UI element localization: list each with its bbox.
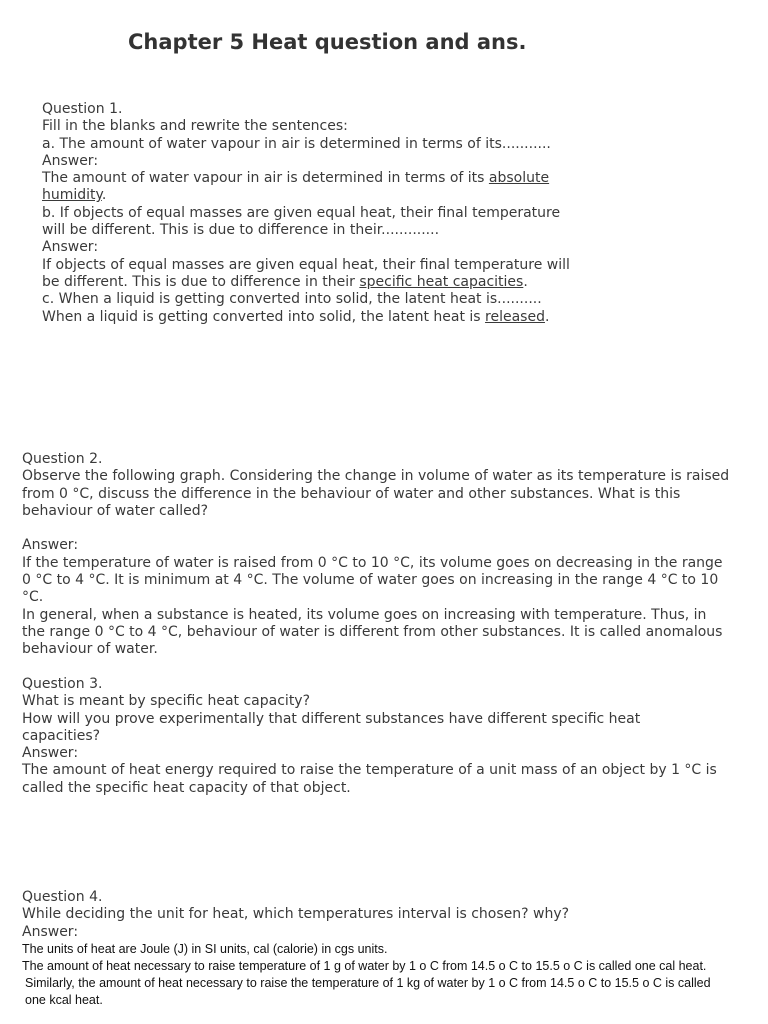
question-4-answer-line-1: The units of heat are Joule (J) in SI units, cal (calorie) in cgs units. [22,941,388,956]
question-1a-answer-label: Answer: [42,152,99,169]
question-1c-answer [42,309,582,326]
answer-punctuation: . [523,273,528,290]
question-3-heading: Question 3. [22,676,103,692]
question-4-answer-label: Answer: [22,923,79,940]
answer-text: If objects of equal masses are given equal heat, their final temperature will be different. This is due to difference in their [42,256,570,290]
question-2-answer-label: Answer: [22,537,79,554]
question-3-text-2: How will you prove experimentally that different substances have different specific heat capacities? [22,710,641,744]
question-1c-text: c. When a liquid is getting converted into solid, the latent heat is.......... [42,291,542,308]
question-3-answer-label: Answer: [22,745,79,762]
answer-keyword: specific heat capacities [359,273,524,290]
question-3-text-1: What is meant by specific heat capacity? [22,693,311,710]
answer-text: When a liquid is getting converted into solid, the latent heat is [42,308,486,325]
question-1b-answer-label: Answer: [42,239,99,256]
answer-text: The amount of water vapour in air is determined in terms of its [42,170,489,187]
question-1-instruction: Fill in the blanks and rewrite the sentences: [42,118,348,135]
spacer [22,520,732,537]
question-1-heading: Question 1. [42,101,123,117]
question-2-section [22,451,732,659]
page-title: Chapter 5 Heat question and ans. [128,30,527,54]
question-2-answer-paragraph-1: If the temperature of water is raised from 0 °C to 10 °C, its volume goes on decreasing in the range 0 °C to 4 °C. It is minimum at 4 °C. The volume of water goes on increasing in the range 4 °C to 10 °C. [22,554,723,606]
question-1a-answer [42,170,582,205]
question-3-answer: The amount of heat energy required to raise the temperature of a unit mass of an object by 1 °C is called the specific heat capacity of that object. [22,762,717,796]
answer-punctuation: . [101,187,107,204]
question-2-answer-paragraph-2: In general, when a substance is heated, its volume goes on increasing with temperature. Thus, in the range 0 °C to 4 °C, behaviour of water is different from other substances. It is called anomalous behaviour of water. [22,606,723,658]
answer-keyword: absolute humidity [42,170,550,204]
question-1a-text: a. The amount of water vapour in air is determined in terms of its........... [42,135,551,152]
question-1b-answer [42,257,582,292]
answer-keyword: released [485,308,545,325]
question-1b-text: b. If objects of equal masses are given equal heat, their final temperature will be different. This is due to difference in their............. [42,204,561,239]
question-2-heading: Question 2. [22,451,103,467]
question-3-section [22,676,722,797]
question-1-section [42,101,582,326]
question-4-answer-line-2: The amount of heat necessary to raise temperature of 1 g of water by 1 o C from 14.5 o C to 15.5 o C is called one cal heat. [22,958,707,973]
question-4-heading: Question 4. [22,889,103,905]
question-4-answer-line-3: Similarly, the amount of heat necessary to raise the temperature of 1 kg of water by 1 o C from 14.5 o C to 15.5 o C is called one kcal heat. [25,975,711,1007]
question-2-text: Observe the following graph. Considering the change in volume of water as its temperature is raised from 0 °C, discuss the difference in the behaviour of water and other substances. What is this behaviour of water called? [22,468,730,519]
question-4-text: While deciding the unit for heat, which temperatures interval is chosen? why? [22,906,570,923]
answer-punctuation: . [544,308,550,325]
question-4-section [22,889,722,1009]
